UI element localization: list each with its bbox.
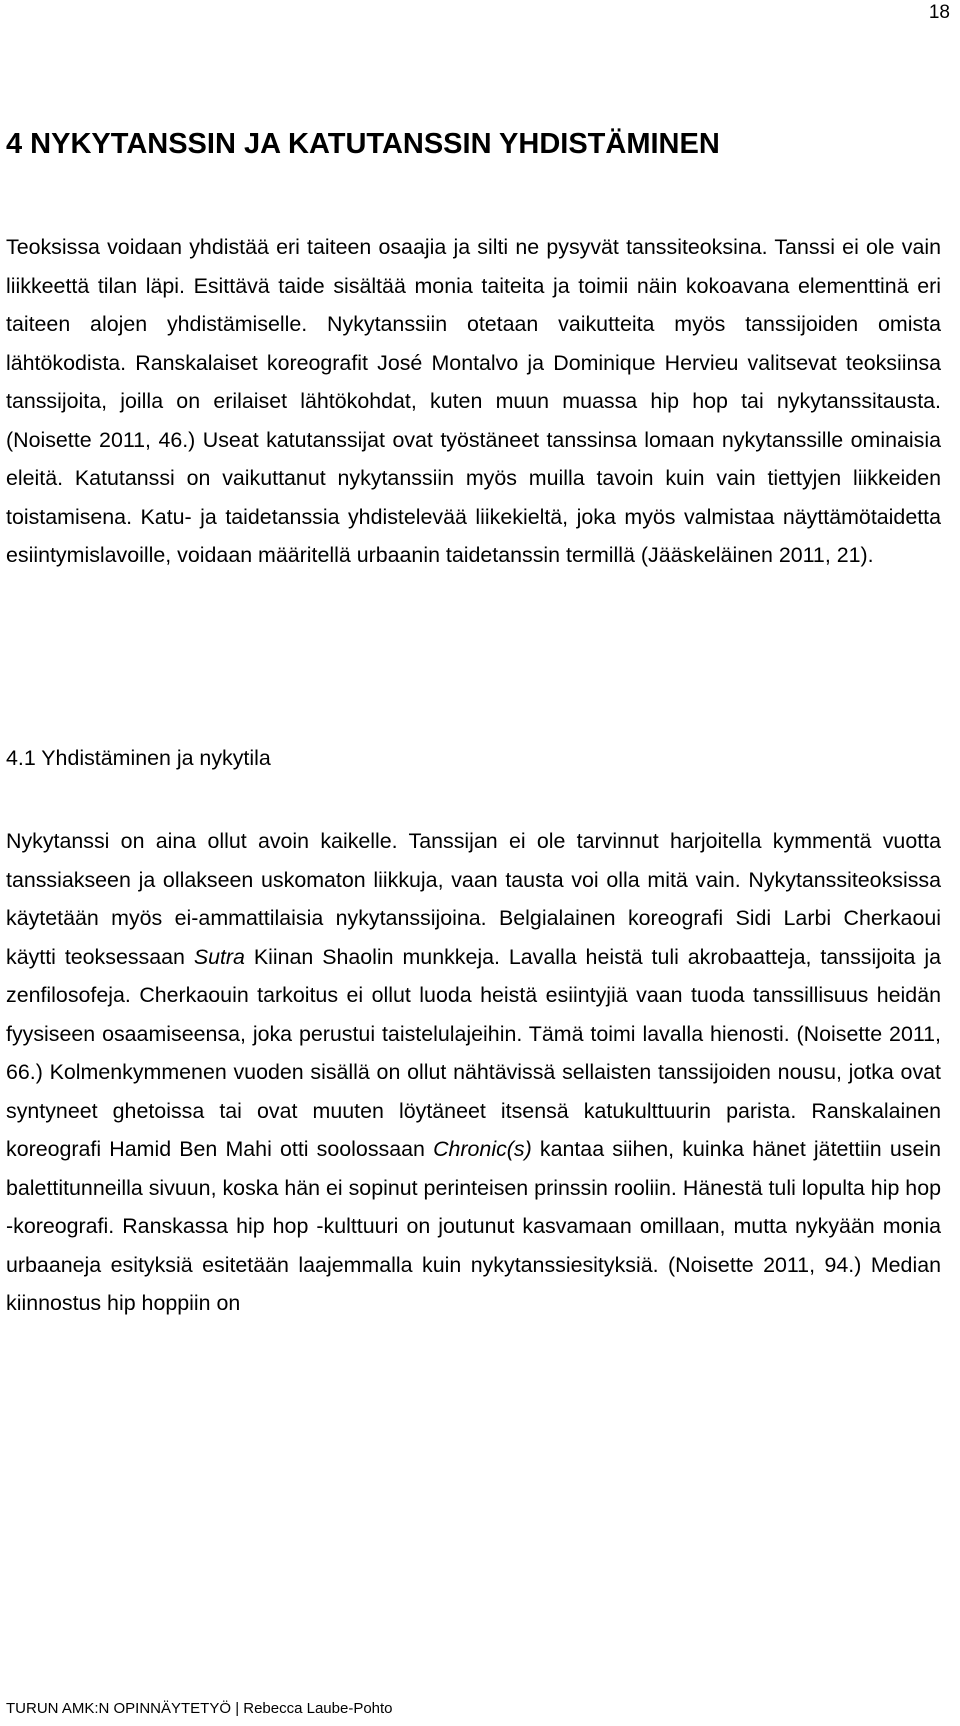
page-footer: TURUN AMK:N OPINNÄYTETYÖ | Rebecca Laube-Pohto	[6, 1700, 393, 1717]
body-paragraph-1: Teoksissa voidaan yhdistää eri taiteen osaajia ja silti ne pysyvät tanssiteoksina. Tanssi ei ole vain liikkeettä tilan läpi. Esittävä taide sisältää monia taiteita ja toimii näin kokoavana elementtinä eri taiteen alojen yhdistämiselle. Nykytanssiin otetaan vaikutteita myös tanssijoiden omista lähtökodista. Ranskalaiset koreografit José Montalvo ja Dominique Hervieu valitsevat teoksiinsa tanssijoita, joilla on erilaiset lähtökohdat, kuten muun muassa hip hop tai nykytanssitausta. (Noisette 2011, 46.) Useat katutanssijat ovat työstäneet tanssinsa lomaan nykytanssille ominaisia eleitä. Katutanssi on vaikuttanut nykytanssiin myös muilla tavoin kuin vain tiettyjen liikkeiden toistamisena. Katu- ja taidetanssia yhdistelevää liikekieltä, joka myös valmistaa näyttämötaidetta esiintymislavoille, voidaan määritellä urbaanin taidetanssin termillä (Jääskeläinen 2011, 21).	[6, 235, 941, 567]
body-paragraph-2	[6, 822, 941, 1323]
work-title-chronics: Chronic(s)	[433, 1137, 532, 1161]
paragraph-2-text-part-3: kantaa siihen, kuinka hänet jätettiin usein balettitunneilla sivuun, koska hän ei sopinut perinteisen prinssin rooliin. Hänestä tuli lopulta hip hop -koreografi. Ranskassa hip hop -kulttuuri on joutunut kasvamaan omillaan, mutta nykyään monia urbaaneja esityksiä esitetään laajemmalla kuin nykytanssiesityksiä. (Noisette 2011, 94.) Median kiinnostus hip hoppiin on	[6, 1137, 941, 1315]
page-number: 18	[928, 2, 950, 23]
paragraph-2-text-part-1: Nykytanssi on aina ollut avoin kaikelle. Tanssijan ei ole tarvinnut harjoitella kymmentä vuotta tanssiakseen ja ollakseen uskomaton liikkuja, vaan tausta voi olla mitä vain. Nykytanssiteoksissa käytetään myös ei-ammattilaisia nykytanssijoina. Belgialainen koreografi Sidi Larbi Cherkaoui käytti teoksessaan	[6, 829, 941, 969]
section-heading: 4.1 Yhdistäminen ja nykytila	[6, 746, 271, 770]
work-title-sutra: Sutra	[193, 944, 245, 969]
chapter-heading: 4 NYKYTANSSIN JA KATUTANSSIN YHDISTÄMINEN	[6, 128, 720, 160]
paragraph-2-text-part-2: Kiinan Shaolin munkkeja. Lavalla heistä tuli akrobaatteja, tanssijoita ja zenfilosofeja. Cherkaouin tarkoitus ei ollut luoda heistä esiintyjiä vaan tuoda tanssillisuus heidän fyysiseen osaamiseensa, joka perustui taistelulajeihin. Tämä toimi lavalla hienosti. (Noisette 2011, 66.) Kolmenkymmenen vuoden sisällä on ollut nähtävissä sellaisten tanssijoiden nousu, jotka ovat syntyneet ghetoissa tai ovat muuten löytäneet itsensä katukulttuurin parista. Ranskalainen koreografi Hamid Ben Mahi otti soolossaan	[6, 944, 941, 1161]
